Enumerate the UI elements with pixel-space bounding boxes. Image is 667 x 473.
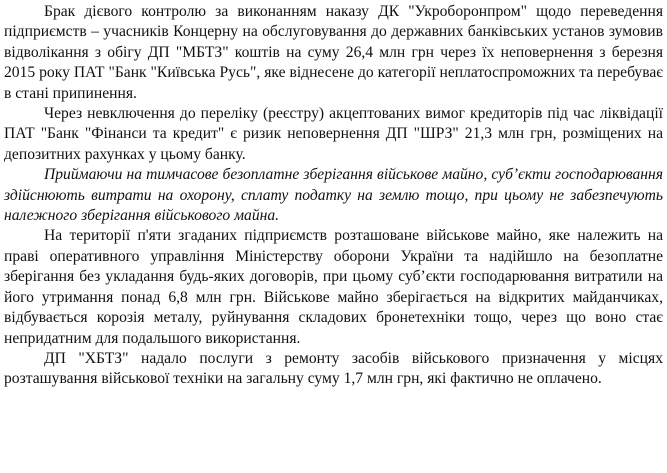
paragraph-repair-services: ДП "ХБТЗ" надало послуги з ремонту засобів військового призначення у місцях розташування військової техніки на загальну суму 1,7 млн грн, які фактично не оплачено. — [4, 349, 663, 388]
paragraph-military-property: На території п'яти згаданих підприємств розташоване військове майно, яке належить на праві оперативного управління Міністерству оборони України та надійшло на безоплатне зберігання без укладання будь-яких договорів, при цьому суб’єкти господарювання витратили на його утримання понад 6,8 млн грн. Військове майно зберігається на відкритих майданчиках, відбувається корозія металу, руйнування складових бронетехніки тощо, через що воно стає непридатним для подальшого використання. — [4, 227, 663, 347]
paragraph-military-storage-summary: Приймаючи на тимчасове безоплатне зберігання військове майно, суб’єкти господарювання здійснюють витрати на охорону, сплату податку на землю тощо, при цьому не забезпечують належного зберігання військового майна. — [4, 166, 663, 225]
document-page — [4, 2, 663, 390]
paragraph-bank-control: Брак дієвого контролю за виконанням наказу ДК "Укроборонпром" щодо переведення підприємств – учасників Концерну на обслуговування до державних банківських установ зумовив відволікання з обігу ДП "МБТЗ" коштів на суму 26,4 млн грн через їх неповернення з березня 2015 року ПАТ "Банк "Київська Русь", яке віднесене до категорії неплатоспроможних та перебуває в стані припинення. — [4, 3, 663, 102]
paragraph-liquidation-risk: Через невключення до переліку (реєстру) акцептованих вимог кредиторів під час ліквідації ПАТ "Банк "Фінанси та кредит" є ризик неповернення ДП "ШРЗ" 21,3 млн грн, розміщених на депозитних рахунках у цьому банку. — [4, 105, 663, 163]
